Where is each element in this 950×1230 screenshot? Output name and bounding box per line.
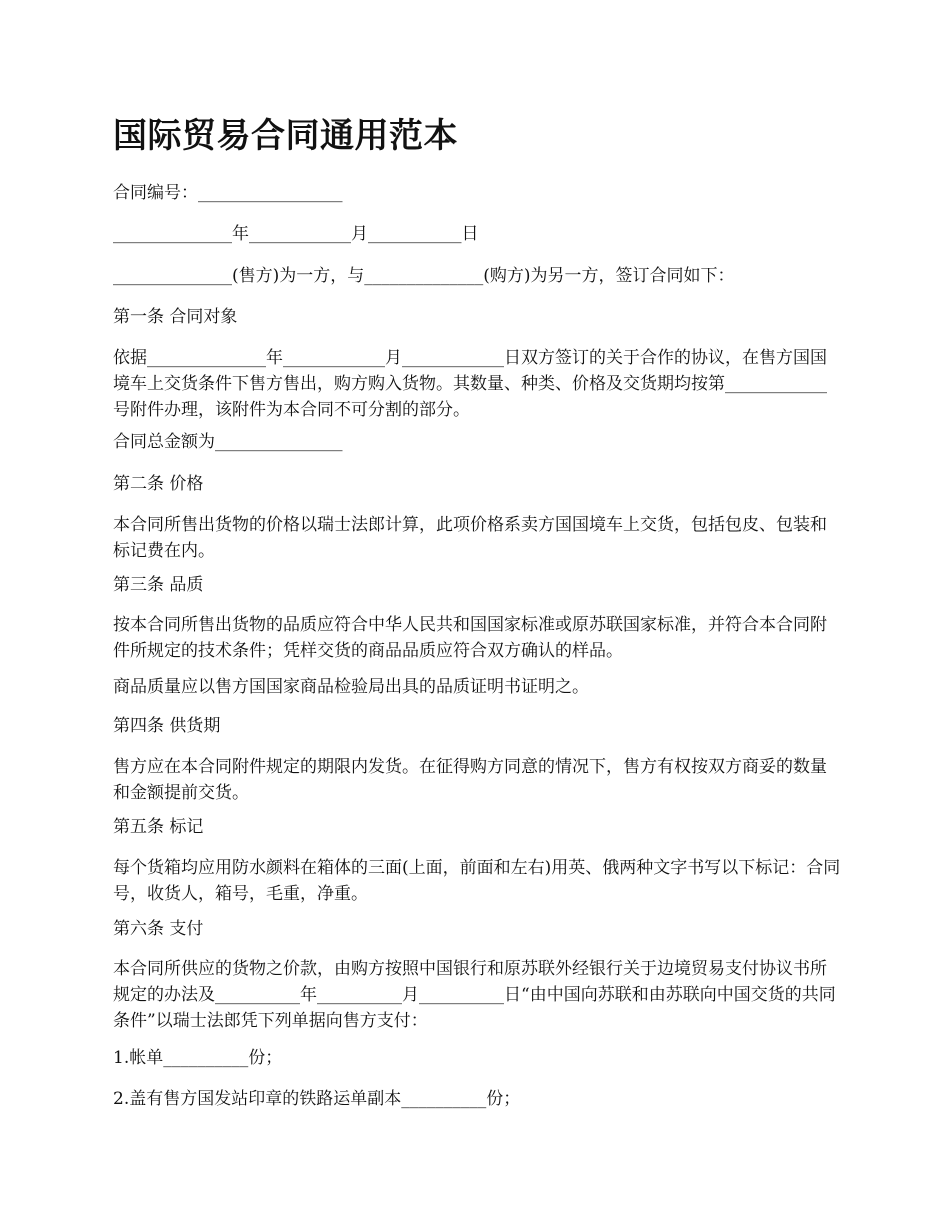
article-2-heading: 第二条 价格 — [113, 474, 204, 494]
date-line: ______________年____________月___________日 — [113, 224, 479, 244]
article-4-heading: 第四条 供货期 — [113, 716, 221, 736]
parties-line: ______________(售方)为一方，与______________(购方)为另一方，签订合同如下： — [113, 266, 735, 286]
article-3-quality-cert: 商品质量应以售方国国家商品检验局出具的品质证明书证明之。 — [113, 677, 589, 697]
article-6-body: 本合同所供应的货物之价款，由购方按照中国银行和原苏联外经银行关于边境贸易支付协议书所规定的办法及__________年__________月__________日“由中国向苏联和由苏联向中国交货的共同条件”以瑞士法郎凭下列单据向售方支付： — [113, 959, 836, 1031]
article-6-heading: 第六条 支付 — [113, 919, 204, 939]
article-2-body: 本合同所售出货物的价格以瑞士法郎计算，此项价格系卖方国国境车上交货，包括包皮、包装和标记费在内。 — [113, 515, 827, 561]
article-1-heading: 第一条 合同对象 — [113, 307, 238, 327]
article-3-body: 按本合同所售出货物的品质应符合中华人民共和国国家标准或原苏联国家标准，并符合本合同附件所规定的技术条件；凭样交货的商品品质应符合双方确认的样品。 — [113, 615, 827, 661]
contract-number-line: 合同编号：_________________ — [113, 183, 343, 203]
payment-doc-item-2: 2.盖有售方国发站印章的铁路运单副本__________份； — [113, 1089, 521, 1109]
payment-doc-item-1: 1.帐单__________份； — [113, 1048, 283, 1068]
article-3-heading: 第三条 品质 — [113, 575, 204, 595]
article-1-body: 依据______________年____________月____________日双方签订的关于合作的协议，在售方国国境车上交货条件下售方售出，购方购入货物。其数量、种类、价格及交货期均按第____________号附件办理，该附件为本合同不可分割的部分。 — [113, 348, 827, 420]
document-title: 国际贸易合同通用范本 — [113, 116, 458, 156]
article-5-body: 每个货箱均应用防水颜料在箱体的三面(上面，前面和左右)用英、俄两种文字书写以下标记：合同号，收货人，箱号，毛重，净重。 — [113, 858, 841, 904]
article-5-heading: 第五条 标记 — [113, 817, 204, 837]
total-amount-line: 合同总金额为_______________ — [113, 432, 343, 452]
article-4-body: 售方应在本合同附件规定的期限内发货。在征得购方同意的情况下，售方有权按双方商妥的数量和金额提前交货。 — [113, 757, 827, 803]
